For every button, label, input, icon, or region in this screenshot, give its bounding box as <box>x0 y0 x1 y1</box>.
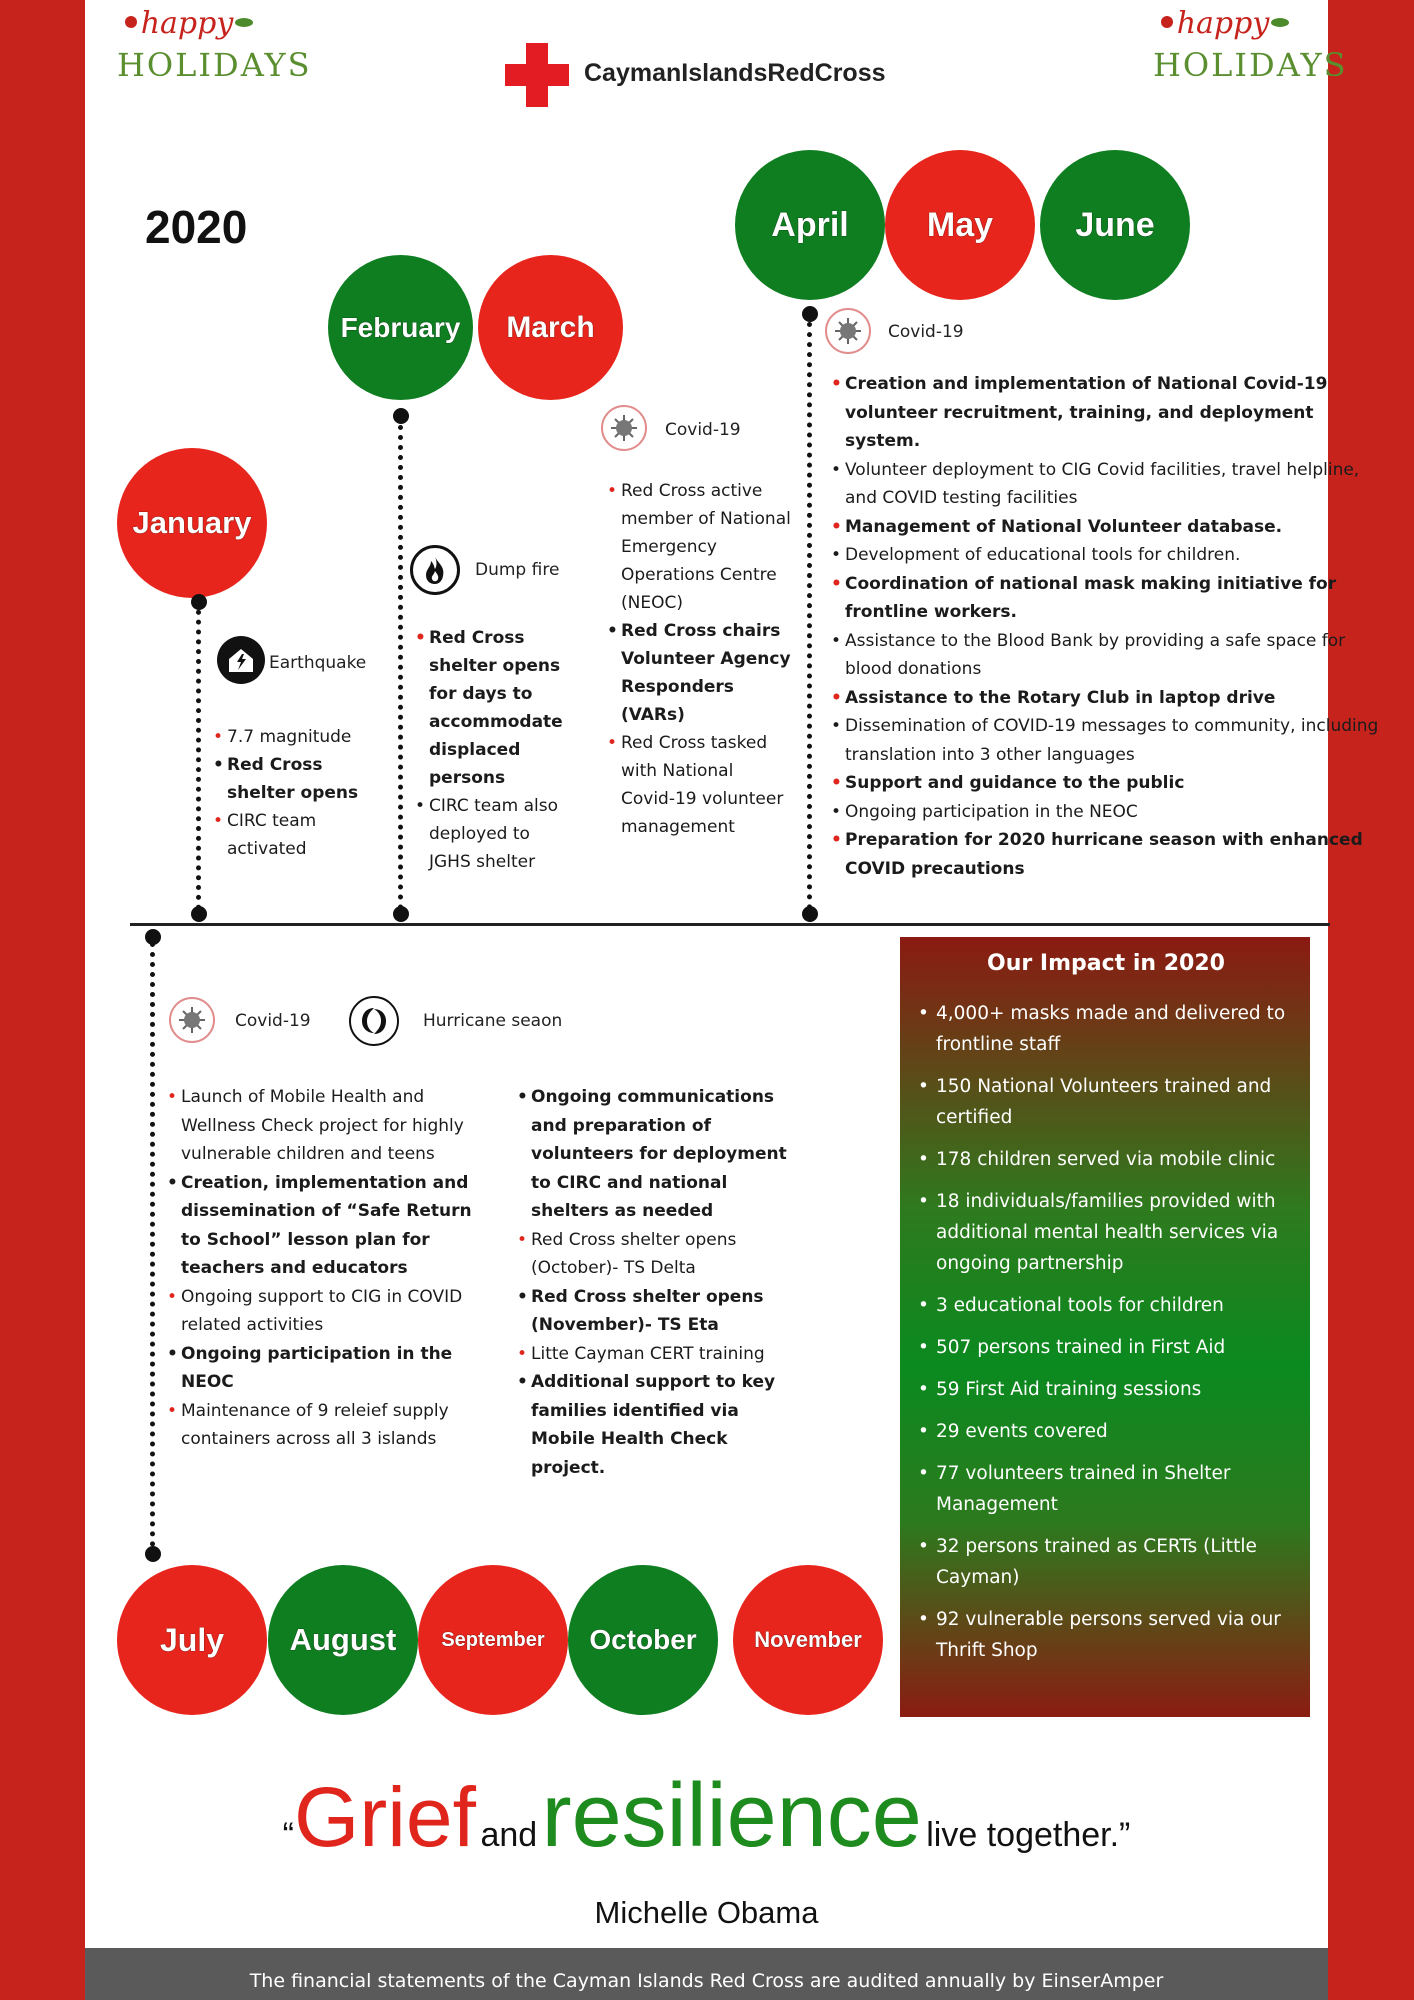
month-november: November <box>733 1565 883 1715</box>
list-item: • Red Cross shelter opens <box>213 751 373 807</box>
impact-item: • 29 events covered <box>918 1416 1294 1447</box>
april-june-list <box>831 370 1391 883</box>
earthquake-label: Earthquake <box>269 653 367 673</box>
quote-and: and <box>480 1816 538 1854</box>
month-june: June <box>1040 150 1190 300</box>
month-august: August <box>268 1565 418 1715</box>
list-item: • Assistance to the Rotary Club in laptop drive <box>831 684 1391 713</box>
january-list <box>213 723 373 863</box>
list-item: • Creation, implementation and dissemination of “Safe Return to School” lesson plan for teachers and educators <box>167 1169 477 1283</box>
month-march: March <box>478 255 623 400</box>
list-item: • Red Cross active member of National Emergency Operations Centre (NEOC) <box>607 477 792 617</box>
quote-grief: Grief <box>293 1770 476 1864</box>
logo-text: CaymanIslandsRedCross <box>584 59 886 87</box>
quote-open-mark: “ <box>282 1816 294 1854</box>
timeline-divider <box>130 923 1330 926</box>
list-item: • CIRC team activated <box>213 807 373 863</box>
month-july: July <box>117 1565 267 1715</box>
list-item: • Dissemination of COVID-19 messages to community, including translation into 3 other languages <box>831 712 1391 769</box>
impact-item: • 77 volunteers trained in Shelter Management <box>918 1458 1294 1520</box>
list-item: • Ongoing support to CIG in COVID related activities <box>167 1283 477 1340</box>
month-february: February <box>328 255 473 400</box>
list-item: • Litte Cayman CERT training <box>517 1340 807 1369</box>
january-dot-bottom <box>191 906 207 922</box>
second-half-covid-label: Covid-19 <box>235 1011 311 1031</box>
impact-item: • 92 vulnerable persons served via our Thrift Shop <box>918 1604 1294 1666</box>
impact-item: • 59 First Aid training sessions <box>918 1374 1294 1405</box>
list-item: • Ongoing participation in the NEOC <box>831 798 1391 827</box>
quote-author: Michelle Obama <box>594 1895 819 1930</box>
hurricane-label: Hurricane seaon <box>423 1011 563 1031</box>
holiday-badge-left <box>117 4 312 104</box>
earthquake-icon <box>217 636 265 684</box>
covid-icon <box>601 405 647 451</box>
quote-end: live together.” <box>926 1816 1131 1854</box>
list-item: • Ongoing participation in the NEOC <box>167 1340 477 1397</box>
year-title: 2020 <box>145 201 248 253</box>
list-item: • Ongoing communications and preparation of volunteers for deployment to CIRC and national shelters as needed <box>517 1083 807 1226</box>
impact-title: Our Impact in 2020 <box>987 951 1225 976</box>
month-january: January <box>117 448 267 598</box>
second-half-dot-top <box>145 929 161 945</box>
quote-resilience: resilience <box>541 1766 922 1866</box>
list-item: • Volunteer deployment to CIG Covid facilities, travel helpline, and COVID testing facilities <box>831 456 1391 513</box>
list-item: • Creation and implementation of National Covid-19 volunteer recruitment, training, and deployment system. <box>831 370 1391 456</box>
impact-item: • 3 educational tools for children <box>918 1290 1294 1321</box>
holiday-holidays-text: HOLIDAYS <box>117 46 312 84</box>
holiday-happy-text: happy <box>140 6 234 41</box>
impact-list <box>918 998 1294 1666</box>
march-list <box>607 477 792 841</box>
february-dot-bottom <box>393 906 409 922</box>
list-item: • Red Cross chairs Volunteer Agency Responders (VARs) <box>607 617 792 729</box>
list-item: • Red Cross shelter opens (November)- TS Eta <box>517 1283 807 1340</box>
hurricane-icon <box>349 996 399 1046</box>
list-item: • Assistance to the Blood Bank by providing a safe space for blood donations <box>831 627 1391 684</box>
april-dot-top <box>802 306 818 322</box>
holiday-badge-right <box>1153 4 1348 104</box>
footer-note: The financial statements of the Cayman Islands Red Cross are audited annually by EinserAmper <box>85 1948 1328 2000</box>
covid-icon <box>825 308 871 354</box>
quote-line <box>85 1765 1328 1868</box>
list-item: • Preparation for 2020 hurricane season with enhanced COVID precautions <box>831 826 1391 883</box>
april-june-covid-label: Covid-19 <box>888 322 964 342</box>
impact-item: • 32 persons trained as CERTs (Little Cayman) <box>918 1531 1294 1593</box>
list-item: • Additional support to key families identified via Mobile Health Check project. <box>517 1368 807 1482</box>
list-item: • Launch of Mobile Health and Wellness Check project for highly vulnerable children and teens <box>167 1083 477 1169</box>
list-item: • Maintenance of 9 releief supply containers across all 3 islands <box>167 1397 477 1454</box>
impact-item: • 178 children served via mobile clinic <box>918 1144 1294 1175</box>
second-half-left-list <box>167 1083 477 1454</box>
list-item: • Red Cross shelter opens for days to accommodate displaced persons <box>415 624 575 792</box>
list-item: • Red Cross tasked with National Covid-19 volunteer management <box>607 729 792 841</box>
february-dot-top <box>393 408 409 424</box>
list-item: • 7.7 magnitude <box>213 723 373 751</box>
february-list <box>415 624 575 876</box>
impact-item: • 507 persons trained in First Aid <box>918 1332 1294 1363</box>
second-half-dot-bottom <box>145 1546 161 1562</box>
red-cross-logo-icon <box>505 43 569 107</box>
list-item: • Management of National Volunteer database. <box>831 513 1391 542</box>
fire-icon <box>410 545 460 595</box>
second-half-right-list <box>517 1083 807 1482</box>
dump-fire-label: Dump fire <box>475 560 560 580</box>
january-connector <box>196 600 201 910</box>
holiday-happy-text: happy <box>1176 6 1270 41</box>
february-connector <box>398 415 403 910</box>
list-item: • Red Cross shelter opens (October)- TS Delta <box>517 1226 807 1283</box>
impact-panel <box>900 937 1310 1717</box>
month-may: May <box>885 150 1035 300</box>
month-april: April <box>735 150 885 300</box>
january-dot-top <box>191 594 207 610</box>
list-item: • CIRC team also deployed to JGHS shelter <box>415 792 575 876</box>
second-half-connector <box>150 942 155 1547</box>
infographic-page <box>85 0 1379 2000</box>
holiday-holidays-text: HOLIDAYS <box>1153 46 1348 84</box>
impact-item: • 150 National Volunteers trained and certified <box>918 1071 1294 1133</box>
list-item: • Development of educational tools for children. <box>831 541 1391 570</box>
april-connector <box>807 312 812 910</box>
covid-icon <box>169 997 215 1043</box>
april-dot-bottom <box>802 906 818 922</box>
impact-item: • 4,000+ masks made and delivered to frontline staff <box>918 998 1294 1060</box>
list-item: • Support and guidance to the public <box>831 769 1391 798</box>
impact-item: • 18 individuals/families provided with additional mental health services via ongoing partnership <box>918 1186 1294 1279</box>
month-october: October <box>568 1565 718 1715</box>
month-september: September <box>418 1565 568 1715</box>
list-item: • Coordination of national mask making initiative for frontline workers. <box>831 570 1391 627</box>
march-covid-label: Covid-19 <box>665 420 741 440</box>
